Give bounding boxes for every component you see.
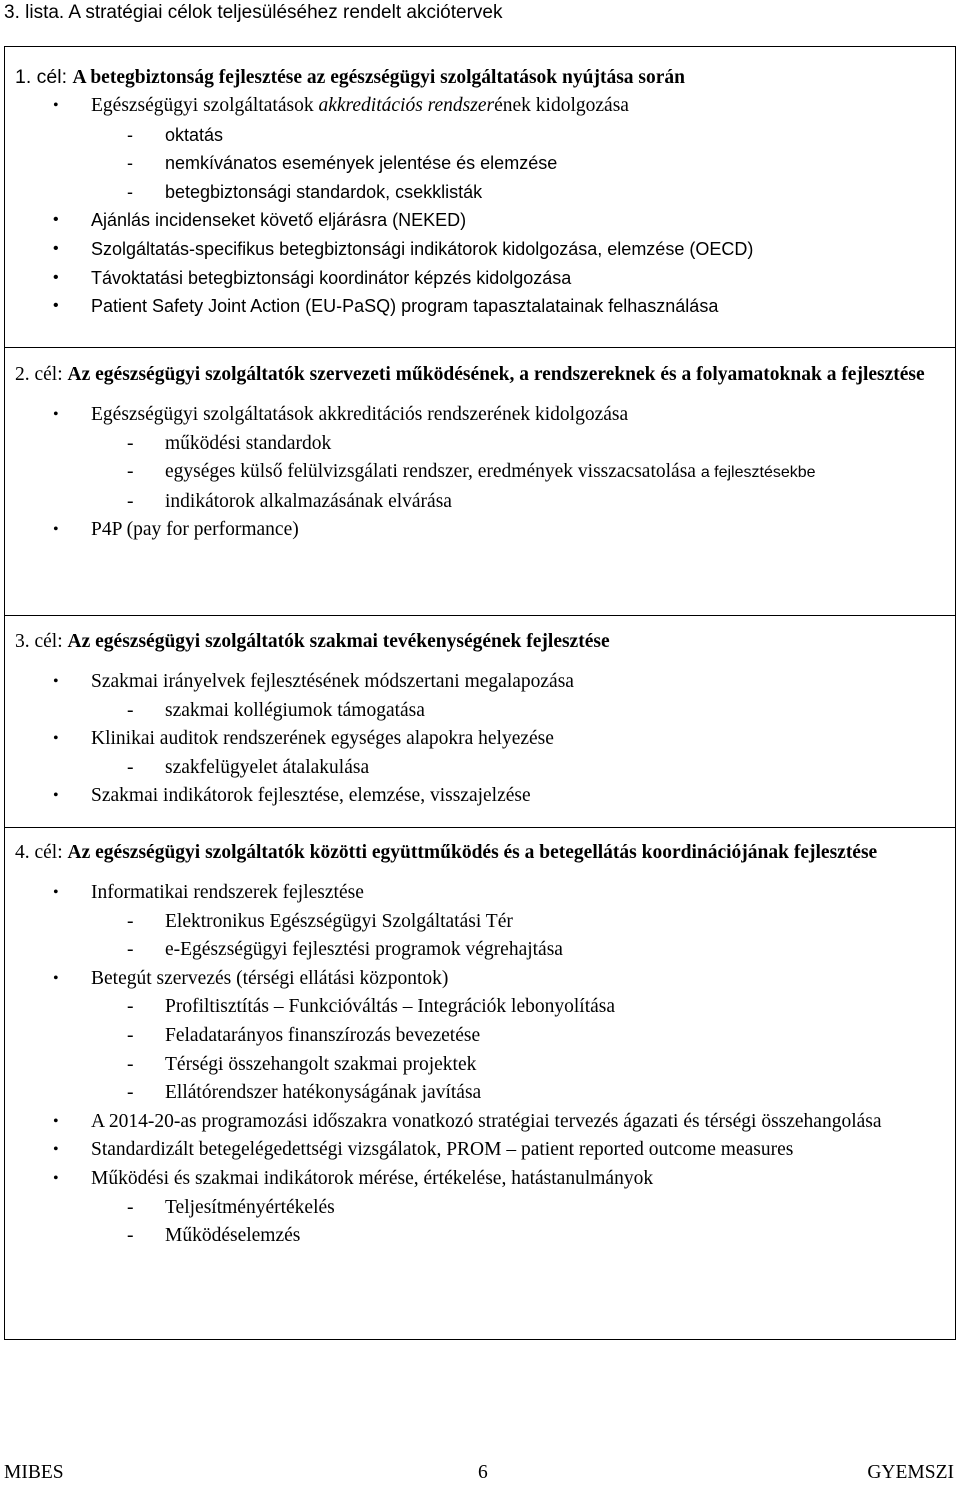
goal-4-title (15, 828, 955, 867)
dash-icon: - (127, 153, 133, 174)
item-text: A 2014-20-as programozási időszakra vonatkozó stratégiai tervezés ágazati és térségi összehangolása (91, 1110, 882, 1132)
dash-icon: - (127, 432, 134, 454)
sub-item-text: e-Egészségügyi fejlesztési programok végrehajtása (165, 939, 563, 961)
goal-4-items (15, 879, 955, 1251)
item-text: Patient Safety Joint Action (EU-PaSQ) program tapasztalatainak felhasználása (91, 296, 719, 317)
list-item (15, 879, 955, 908)
sub-item-text: Térségi összehangolt szakmai projektek (165, 1053, 477, 1075)
sub-item-text: indikátorok alkalmazásának elvárása (165, 490, 452, 512)
goal-3-title (15, 616, 955, 656)
sub-item (15, 1194, 955, 1223)
list-item (15, 401, 955, 430)
item-text: Egészségügyi szolgáltatások akkreditációs rendszerének kidolgozása (91, 404, 629, 425)
goal-4-box (5, 827, 955, 1339)
list-item (15, 92, 955, 121)
dash-icon: - (127, 124, 133, 145)
goal-2-items (15, 401, 955, 545)
bullet-icon: • (53, 239, 59, 257)
sub-item-text: Elektronikus Egészségügyi Szolgáltatási Tér (165, 910, 513, 932)
item-text: Ajánlás incidenseket követő eljárásra (NEKED) (91, 210, 467, 231)
goal-3-box (5, 615, 955, 827)
goal-1-items (15, 92, 955, 321)
footer-left: MIBES (4, 1462, 64, 1483)
footer-page-number: 6 (478, 1462, 488, 1483)
item-text: Klinikai auditok rendszerének egységes alapokra helyezése (91, 728, 554, 750)
dash-icon: - (127, 996, 134, 1018)
bullet-icon: • (53, 406, 59, 423)
dash-icon: - (127, 756, 134, 778)
bullet-icon: • (53, 884, 59, 901)
sub-item-text: betegbiztonsági standardok, csekklisták (165, 181, 483, 202)
dash-icon: - (127, 1053, 134, 1075)
goal-4-prefix: 4. cél: (15, 842, 68, 863)
list-item (15, 516, 955, 545)
sub-item-text: Teljesítményértékelés (165, 1196, 335, 1218)
sub-item-text: Profiltisztítás – Funkcióváltás – Integrációk lebonyolítása (165, 996, 616, 1018)
sub-item (15, 1079, 955, 1108)
goals-table (4, 46, 956, 1340)
list-item (15, 782, 955, 811)
goal-2-prefix: 2. cél: (15, 364, 68, 385)
sub-item (15, 178, 955, 207)
sub-item (15, 1222, 955, 1251)
list-item (15, 264, 955, 293)
sub-item-text: nemkívánatos események jelentése és elemzése (165, 153, 558, 174)
bullet-icon: • (53, 673, 59, 690)
sub-item (15, 488, 955, 517)
bullet-icon: • (53, 1141, 59, 1159)
sub-item (15, 697, 955, 726)
item-text: Szakmai irányelvek fejlesztésének módszertani megalapozása (91, 671, 574, 692)
goal-3-items (15, 668, 955, 811)
item-text: Szakmai indikátorok fejlesztése, elemzése, visszajelzése (91, 785, 531, 807)
bullet-icon: • (53, 97, 59, 114)
list-item (15, 1136, 955, 1165)
sub-item-text: szakfelügyelet átalakulása (165, 756, 370, 778)
sub-item-text: oktatás (165, 124, 224, 145)
dash-icon: - (127, 699, 134, 721)
dash-icon: - (127, 181, 133, 202)
list-item (15, 235, 955, 264)
dash-icon: - (127, 1024, 134, 1046)
goal-2-box (5, 347, 955, 615)
item-text: Távoktatási betegbiztonsági koordinátor képzés kidolgozása (91, 267, 572, 288)
dash-icon: - (127, 490, 134, 512)
page-heading: 3. lista. A stratégiai célok teljesüléséhez rendelt akciótervek (4, 2, 503, 23)
item-text: Egészségügyi szolgáltatások (91, 95, 319, 116)
item-text: Szolgáltatás-specifikus betegbiztonsági indikátorok kidolgozása, elemzése (OECD) (91, 238, 754, 259)
dash-icon: - (127, 910, 134, 932)
goal-2-title-text: Az egészségügyi szolgáltatók szervezeti működésének, a rendszereknek és a folyamatoknak a fejlesztése (67, 364, 925, 385)
goal-3-title-text: Az egészségügyi szolgáltatók szakmai tevékenységének fejlesztése (67, 631, 610, 652)
item-text-tail: ének kidolgozása (494, 95, 629, 116)
sub-item (15, 1051, 955, 1080)
sub-item (15, 908, 955, 937)
list-item (15, 725, 955, 754)
item-text: Informatikai rendszerek fejlesztése (91, 882, 364, 903)
dash-icon: - (127, 1225, 134, 1247)
sub-item-tail: a fejlesztésekbe (700, 464, 816, 482)
sub-item (15, 936, 955, 965)
sub-item (15, 121, 955, 150)
sub-item (15, 993, 955, 1022)
dash-icon: - (127, 939, 134, 961)
bullet-icon: • (53, 1112, 59, 1130)
list-item (15, 1108, 955, 1137)
list-item (15, 1165, 955, 1194)
list-item (15, 206, 955, 235)
goal-2-title (15, 348, 955, 389)
sub-item (15, 458, 955, 488)
goal-1-prefix: 1. cél: (15, 66, 73, 88)
bullet-icon: • (53, 297, 59, 315)
dash-icon: - (127, 1082, 134, 1104)
sub-item-text: egységes külső felülvizsgálati rendszer, eredmények visszacsatolása (165, 461, 696, 483)
goal-1-title-text: A betegbiztonság fejlesztése az egészségügyi szolgáltatások nyújtása során (72, 67, 685, 88)
list-item (15, 965, 955, 994)
footer-right: GYEMSZI (867, 1462, 954, 1483)
bullet-icon: • (53, 787, 59, 805)
bullet-icon: • (53, 268, 59, 286)
bullet-icon: • (53, 211, 59, 229)
bullet-icon: • (53, 730, 59, 748)
goal-4-title-text: Az egészségügyi szolgáltatók közötti együttműködés és a betegellátás koordinációjának fejlesztése (67, 842, 878, 863)
dash-icon: - (127, 1196, 134, 1218)
bullet-icon: • (53, 1169, 59, 1187)
list-item (15, 668, 955, 697)
item-text-italic: akkreditációs rendszer (318, 95, 495, 116)
item-text: Működési és szakmai indikátorok mérése, értékelése, hatástanulmányok (91, 1167, 654, 1189)
sub-item (15, 1022, 955, 1051)
sub-item-text: Feladatarányos finanszírozás bevezetése (165, 1024, 481, 1046)
item-text: Standardizált betegelégedettségi vizsgálatok, PROM – patient reported outcome measures (91, 1139, 794, 1161)
bullet-icon: • (53, 969, 59, 987)
sub-item-text: működési standardok (165, 432, 332, 454)
sub-item (15, 754, 955, 783)
sub-item-text: szakmai kollégiumok támogatása (165, 699, 425, 721)
sub-item (15, 149, 955, 178)
goal-1-title (15, 47, 955, 92)
list-item (15, 292, 955, 321)
goal-1-box (5, 47, 955, 347)
item-text: P4P (pay for performance) (91, 519, 299, 541)
goal-3-prefix: 3. cél: (15, 631, 68, 652)
sub-item (15, 430, 955, 459)
dash-icon: - (127, 461, 134, 483)
sub-item-text: Ellátórendszer hatékonyságának javítása (165, 1082, 482, 1104)
sub-item-text: Működéselemzés (165, 1225, 301, 1247)
bullet-icon: • (53, 521, 59, 539)
item-text: Betegút szervezés (térségi ellátási központok) (91, 967, 449, 989)
